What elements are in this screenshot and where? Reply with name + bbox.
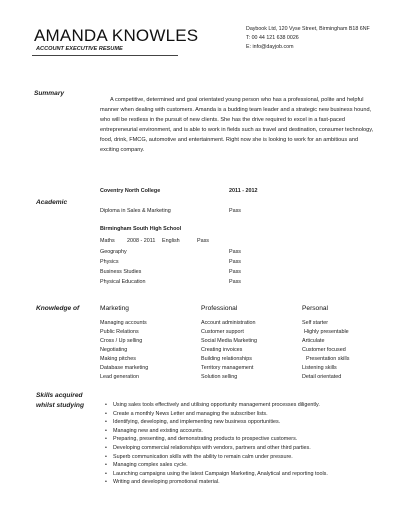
knowledge-item: Self starter: [302, 320, 329, 326]
subject-name: Physical Education: [100, 279, 146, 285]
knowledge-item: Listening skills: [302, 365, 337, 371]
resume-title: ACCOUNT EXECUTIVE RESUME: [36, 46, 123, 52]
subject-name: Geography: [100, 249, 127, 255]
school-name: Birmingham South High School: [100, 226, 182, 232]
bullet-icon: •: [105, 427, 107, 434]
skill-item: [105, 453, 328, 462]
academic-heading: Academic: [36, 199, 68, 206]
header-divider: [32, 55, 178, 56]
subject-result: Pass: [197, 238, 209, 244]
skill-item: [105, 435, 328, 444]
knowledge-item: Building relationships: [201, 356, 252, 362]
knowledge-item: Account administration: [201, 320, 256, 326]
skill-item: [105, 470, 328, 479]
skill-item: [105, 410, 328, 419]
subject-result: Pass: [229, 259, 241, 265]
skill-item: [105, 401, 328, 410]
knowledge-item: Customer focused: [302, 347, 346, 353]
knowledge-item: Negotiating: [100, 347, 128, 353]
skills-list: [105, 401, 328, 487]
candidate-name: AMANDA KNOWLES: [34, 26, 199, 45]
skill-text: Managing complex sales cycle.: [113, 462, 188, 469]
subject-name: Maths: [100, 238, 115, 244]
skill-text: Preparing, presenting, and demonstrating products to prospective customers.: [113, 436, 298, 443]
knowledge-item: Cross / Up selling: [100, 338, 143, 344]
knowledge-item: Articulate: [302, 338, 325, 344]
contact-address: Daybook Ltd, 120 Vyse Street, Birmingham B18 6NF: [246, 26, 370, 32]
skill-text: Writing and developing promotional material.: [113, 479, 220, 486]
subject-years: 2008 - 2011: [127, 238, 156, 244]
knowledge-item: Territory management: [201, 365, 254, 371]
bullet-icon: •: [105, 453, 107, 460]
bullet-icon: •: [105, 436, 107, 443]
knowledge-item: Social Media Marketing: [201, 338, 258, 344]
skill-item: [105, 461, 328, 470]
subject-extra: English: [162, 238, 180, 244]
subject-result: Pass: [229, 269, 241, 275]
summary-text: [100, 95, 376, 155]
skill-text: Superb communication skills with the ability to remain calm under pressure.: [113, 453, 293, 460]
bullet-icon: •: [105, 419, 107, 426]
knowledge-item: Highly presentable: [304, 329, 349, 335]
knowledge-item: Presentation skills: [306, 356, 350, 362]
knowledge-item: Creating invoices: [201, 347, 243, 353]
summary-paragraph: A competitive, determined and goal orientated young person who has a professional, polite and helpful manner when dealing with customers. Amanda is a budding team leader and a strategic new business hound, who will be restless in the pursuit of new clients. She has the drive required to excel in a fast-paced entrepreneurial environment, and is able to work in fields such as travel and destination, consumer technology, food, drink, FMCG, automotive and entertainment. Right now she is looking to work for an ambitious and exciting company.: [100, 97, 374, 153]
diploma-result: Pass: [229, 208, 241, 214]
skill-item: [105, 444, 328, 453]
knowledge-item: Making pitches: [100, 356, 136, 362]
knowledge-item: Detail orientated: [302, 374, 342, 380]
skill-text: Developing commercial relationships with vendors, partners and other third parties.: [113, 444, 311, 451]
bullet-icon: •: [105, 444, 107, 451]
bullet-icon: •: [105, 479, 107, 486]
skill-text: Launching campaigns using the latest Campaign Marketing, Analytical and reporting tools.: [113, 470, 328, 477]
subject-name: Physics: [100, 259, 119, 265]
diploma-name: Diploma in Sales & Marketing: [100, 208, 171, 214]
contact-phone: T: 00 44 121 638 0026: [246, 35, 299, 41]
knowledge-column-title: Marketing: [100, 305, 129, 312]
skill-text: Create a monthly News Letter and managing the subscriber lists.: [113, 410, 268, 417]
skills-heading-cont: whilst studying: [36, 402, 84, 409]
knowledge-item: Managing accounts: [100, 320, 147, 326]
knowledge-item: Lead generation: [100, 374, 139, 380]
bullet-icon: •: [105, 410, 107, 417]
subject-name: Business Studies: [100, 269, 142, 275]
knowledge-column-title: Professional: [201, 305, 238, 312]
summary-heading: Summary: [34, 90, 65, 97]
skill-text: Using sales tools effectively and utilising opportunity management processes diligently.: [113, 402, 320, 408]
skill-item: [105, 478, 328, 487]
knowledge-item: Database marketing: [100, 365, 149, 371]
knowledge-item: Public Relations: [100, 329, 139, 335]
skills-heading: Skills acquired: [36, 392, 83, 399]
skill-item: [105, 418, 328, 427]
college-name: Coventry North College: [100, 188, 161, 194]
skill-text: Identifying, developing, and implementing new business opportunities.: [113, 419, 281, 426]
college-years: 2011 - 2012: [229, 188, 258, 194]
knowledge-heading: Knowledge of: [36, 305, 80, 312]
skill-item: [105, 427, 328, 436]
contact-email: E: info@dayjob.com: [246, 44, 294, 50]
subject-result: Pass: [229, 249, 241, 255]
knowledge-item: Solution selling: [201, 374, 238, 380]
knowledge-item: Customer support: [201, 329, 244, 335]
bullet-icon: •: [105, 470, 107, 477]
bullet-icon: •: [105, 462, 107, 469]
skill-text: Managing new and existing accounts.: [113, 427, 203, 434]
knowledge-column-title: Personal: [302, 305, 329, 312]
bullet-icon: •: [105, 402, 107, 408]
subject-result: Pass: [229, 279, 241, 285]
